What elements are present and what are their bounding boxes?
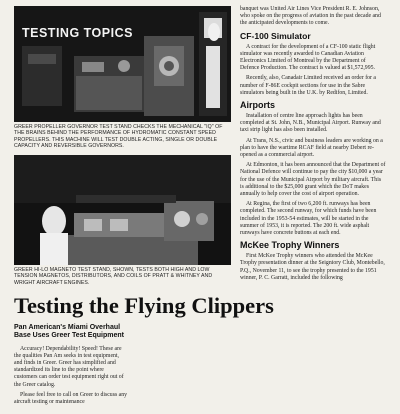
governor-test-stand-illustration: [14, 6, 231, 122]
magneto-photo-caption: GREER HI-LO MAGNETO TEST STAND, SHOWN, TESTS BOTH HIGH AND LOW TENSION MAGNETOS, DISTRIBUTORS, AND COILS OF PRATT & WHITNEY AND WRIGHT AIRCRAFT ENGINES.: [14, 267, 213, 286]
article-title: Testing the Flying Clippers: [14, 293, 274, 319]
section-heading-mckee: McKee Trophy Winners: [240, 240, 340, 251]
article-body: [14, 324, 231, 414]
section-paragraph: At Trans, N.S., civic and business leaders are working on a plan to have the wartime RCAF field at nearby Debert re-opened as a commercial airport.: [240, 137, 383, 159]
testing-topics-header: TESTING TOPICS: [22, 26, 133, 40]
section-paragraph: Installation of centre line approach lights has been completed at St. John, N.B., Municipal Airport. Runway and taxi strip light has also been installed.: [240, 113, 381, 134]
right-column: [240, 6, 386, 285]
section-heading-simulator: CF-100 Simulator: [240, 30, 311, 41]
governor-test-stand-photo: [14, 6, 231, 122]
banquet-intro-paragraph: banquet was United Air Lines Vice President R. E. Johnson, who spoke on the progress of aviation in the past decade and the anticipated developments to come.: [240, 6, 381, 27]
section-paragraph: A contract for the development of a CF-100 static flight simulator was recently awarded to Canadian Aviation Electronics Limited of Montreal by the Department of Defence Production. The contract is valued at $1,572,995.: [240, 43, 376, 72]
governor-photo-caption: GREER PROPELLER GOVERNOR TEST STAND CHECKS THE MECHANICAL "IQ" OF THE BRAINS BEHIND THE PERFORMANCE OF HYDROMATIC CONSTANT SPEED PROPELLERS. THIS MACHINE WILL TEST DOUBLE ACTING, SINGLE OR DOUBLE CAPACITY AND REVERSIBLE GOVERNORS.: [14, 124, 223, 149]
magneto-test-stand-illustration: [14, 155, 231, 265]
article-subhead: Pan American's Miami Overhaul Base Uses Greer Test Equipment: [14, 324, 124, 340]
article-text: [14, 346, 128, 409]
section-paragraph: Recently, also, Canadair Limited received an order for a number of F-86E cockpit sections for use in the Sabre simulators being built in the U.K. by Redifon, Limited.: [240, 75, 376, 96]
article-paragraph: Accuracy! Dependability! Speed! These are the qualities Pan Am seeks in test equipment, and finds in Greer. Greer has simplified and standardized its line to the point where customers can order test equipment right out of the Greer catalog.: [14, 346, 124, 388]
article-paragraph: Please feel free to call on Greer to discuss any aircraft testing or maintenance: [14, 391, 128, 405]
magneto-test-stand-photo: [14, 155, 231, 265]
section-heading-airports: Airports: [240, 100, 276, 111]
section-paragraph: At Regina, the first of two 6,200 ft. runways has been completed. The second runway, for which funds have been included in the 1953-54 estimates, will be started in the summer of 1953, it is reported. The 200 ft. wide asphalt runways have concrete buttons at each end.: [240, 201, 377, 237]
section-paragraph: First McKee Trophy winners who attended the McKee Trophy presentation dinner at the Seigniory Club, Montebello, P.Q., November 11, to see the trophy presented to the 1951 winner, P. C. Garratt, included the following: [240, 253, 385, 281]
section-paragraph: At Edmonton, it has been announced that the Department of National Defence will continue to pay the city $10,000 a year for the use of the Municipal Airport by military aircraft. This is additional to the $25,000 grant which the DoT makes annually to help cover the cost of airport operation.: [240, 162, 386, 198]
